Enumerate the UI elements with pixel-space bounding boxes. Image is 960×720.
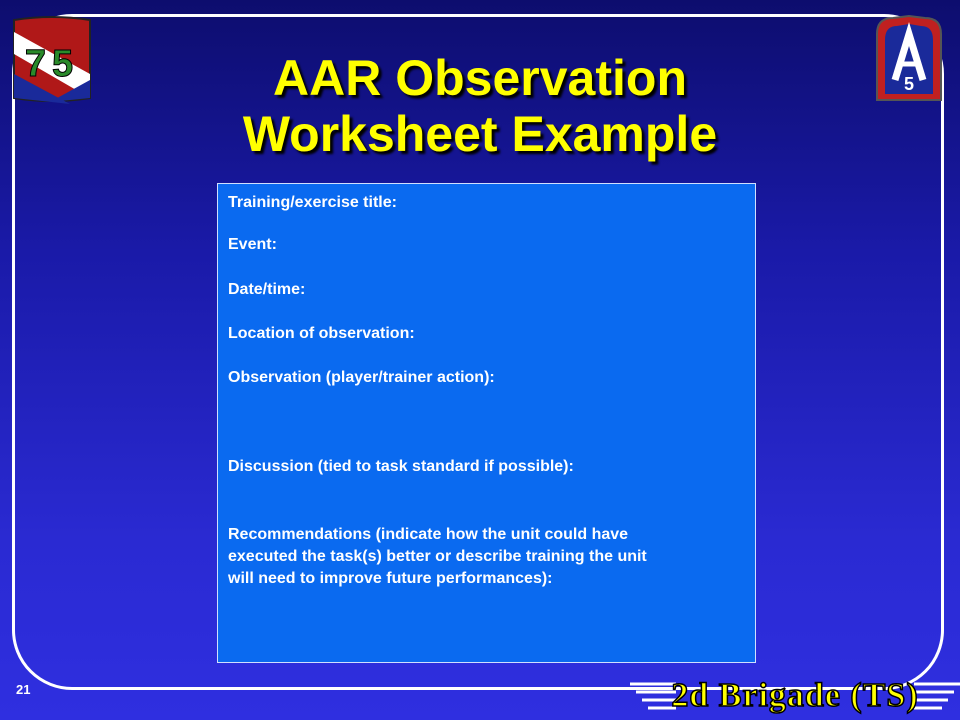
field-recommendations-line-3: will need to improve future performances):: [228, 570, 553, 587]
field-discussion: Discussion (tied to task standard if possible):: [228, 458, 574, 475]
division-75-patch-icon: [10, 14, 94, 104]
field-recommendations-line-2: executed the task(s) better or describe training the unit: [228, 548, 647, 565]
title-line-1: AAR Observation: [273, 50, 687, 106]
page-number: 21: [16, 682, 31, 697]
brigade-logo-text: 2d Brigade (TS): [671, 677, 919, 714]
fifth-army-patch-icon: [873, 14, 945, 104]
svg-text:75: 75: [24, 43, 80, 85]
field-event: Event:: [228, 236, 277, 253]
field-observation: Observation (player/trainer action):: [228, 369, 495, 386]
field-training-title: Training/exercise title:: [228, 194, 397, 211]
field-location: Location of observation:: [228, 325, 415, 342]
brigade-logo: [630, 668, 960, 720]
worksheet-panel: [217, 183, 756, 663]
slide-title: [140, 50, 820, 162]
svg-text:5: 5: [903, 74, 915, 94]
title-line-2: Worksheet Example: [242, 106, 718, 162]
field-recommendations-line-1: Recommendations (indicate how the unit could have: [228, 526, 629, 543]
field-date-time: Date/time:: [228, 281, 306, 298]
